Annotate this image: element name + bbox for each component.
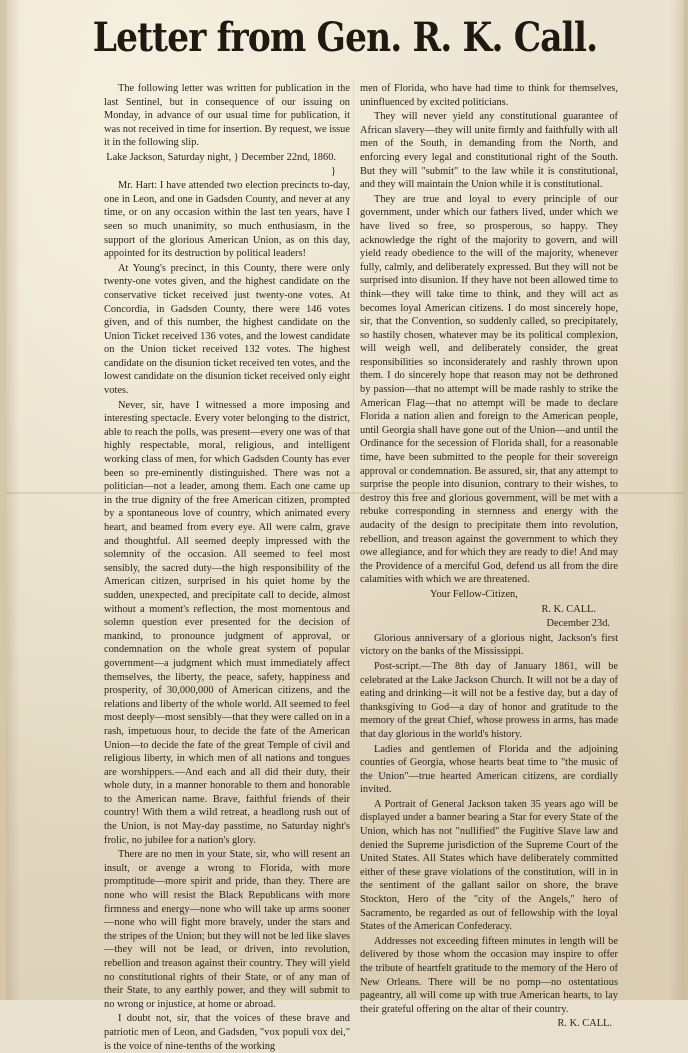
- right-edge-stain: [670, 0, 684, 1000]
- postscript: Post-script.—The 8th day of January 1861, will be celebrated at the Lake Jackson Church. It will not be a day of eating and drinking—it will not be a festive day, but a day of thanksgiving to God—a day of honor and gratitude to the memory of the great Chief, whose prowess in arms, has made that day glorious in the world's history.: [360, 660, 618, 740]
- paragraph: Addresses not exceeding fifteen minutes in length will be delivered by those whom the occasion may inspire to offer the tribute of heartfelt gratitude to the memory of the Hero of New Orleans. There will be no pomp—no ostentatious pageantry, all will come up with true American hearts, to lay their grateful offering on the altar of their country.: [360, 935, 618, 1015]
- paragraph: Mr. Hart: I have attended two election precincts to-day, one in Leon, and one in Gadsden County, and never at any time, or on any occasion within the last ten years, have I seen so much unanimity, so much enthusiasm, in the support of the glorious American Union, as on this day, appointed for its destruction by political leaders!: [104, 180, 350, 260]
- column-fold-line: [353, 80, 354, 990]
- paragraph: Glorious anniversary of a glorious night, Jackson's first victory on the banks of the Mississippi.: [360, 632, 618, 658]
- paragraph: They will never yield any constitutional guarantee of African slavery—they will unite firmly and faithfully with all men of the South, in demanding from the North, and enforcing every legal and constitutional right of the South. But they will "submit" to the law while it is constitutional, and they will maintain the Union while it is constitutional.: [360, 111, 618, 191]
- signature: R. K. CALL.: [557, 1018, 612, 1030]
- paragraph: The following letter was written for publication in the last Sentinel, but in consequence of our issuing on Monday, in advance of our usual time for publication, it was not received in time for insertion. By request, we issue it in the following slip.: [104, 83, 350, 149]
- paragraph: I doubt not, sir, that the voices of these brave and patriotic men of Leon, and Gadsden, "vox populi vox dei," is the voice of nine-tenths of the working: [104, 1013, 350, 1052]
- paragraph: They are true and loyal to every principle of our government, under which our fathers lived, under which we have lived so free, so prosperous, so happy. They acknowledge the right of the majority to govern, and will yield ready obedience to the will of the majority, whenever fully, calmly, and deliberately expressed. But they will not be surprised into disunion. If they have not been allowed time to think—they will take time to think, and they will act as becomes loyal American citizens. I do most sincerely hope, sir, that the Convention, so suddenly called, so precipitately, so hastily chosen, whatever may be its political complexion, will weigh well, and deliberately consider, the great responsibilities so inconsiderately and rashly thrown upon them. I do sincerely hope that reason may not be dethroned by passion—that no attempt will be made rashly to strike the American Flag—that no attempt will be made to declare Florida a nation alien and foreign to the American people, until Georgia shall have gone out of the Union—and until the Ordinance for the secession of Florida shall, for a reasonable time, have been submitted to the people for their sovereign approval or condemnation. Be assured, sir, that any attempt to surprise the people into disunion, contrary to their wishes, to destroy this free and glorious government, will be met with a rebuke corresponding in sternness and energy with the audacity of the design to precipitate them into revolution, rebellion, and treason against the government to which they owe allegiance, and for which they are ready to die! And may the Providence of a merciful God, defend us all from the dire calamities with which we are threatened.: [360, 193, 618, 586]
- paragraph: men of Florida, who have had time to think for themselves, uninfluenced by excited politicians.: [360, 83, 618, 108]
- closing-salutation: Your Fellow-Citizen,: [430, 588, 518, 600]
- paragraph: Never, sir, have I witnessed a more imposing and interesting spectacle. Every voter belonging to the district, able to reach the polls, was present—every one was of that highly respectable, moral, religious, and intelligent working class of men, for which Gadsden County has ever been so pre-eminently distinguished. There was not a politician—not a leader, among them. Each one came up in the true dignity of the free American citizen, prompted by a spontaneous love of country, which animated every heart, and beamed from every eye. All were calm, grave and thoughtful. All seemed deeply impressed with the solemnity of the occasion. All seemed to feel most sensibly, the sacred duty—the high responsibility of the American citizen, surprised in his quiet home by the sudden, unexpected, and precipitate call to decide, almost without a moment's reflection, the most momentous and solemn question ever presented for the decision of mankind, to pronounce judgment of approval, or condemnation on the whole great system of popular government—a judgment which must immediately affect themselves, the liberty, the peace, safety, happiness and prosperity, of 30,000,000 of American citizens, and the relations and liberty of the whole world. All seemed to feel most deeply—most sensibly—that they were called on in a rash, impetuous hour, to decide the fate of the American Union—to decide the fate of the great Temple of civil and religious liberty, in which men of all nations and tongues are worshippers.—And each and all did their duty, their whole duty, in a manner honorable to them and honorable to the American name. Brave, faithful friends of their country! With them a wild retreat, a headlong rush out of the Union, is not May-day passtime, no Saturday night's frolic, no jubilee for a nation's glory.: [104, 399, 350, 846]
- paragraph: Ladies and gentlemen of Florida and the adjoining counties of Georgia, whose hearts beat time to "the music of the Union"—true hearted American citizens, are cordially invited.: [360, 743, 618, 796]
- postscript-date: December 23d.: [546, 618, 610, 630]
- dateline: Lake Jackson, Saturday night, } December 22nd, 1860. }: [106, 151, 336, 177]
- paragraph: There are no men in your State, sir, who will resent an insult, or avenge a wrong to Florida, with more promptitude—more spirit and pride, than they. There are none who will resist the Black Republicans with more firmness and energy—none who will take up arms sooner—none who will fight more bravely, under the stars and the stripes of the Union; but they will not be led like slaves—they will not be lead, or driven, into revolution, rebellion and treason against their country. They will yield no constitutional rights of their State, or of any man of their State, to any earthly power, and they will submit to no wrong or injustice, at home or abroad.: [104, 849, 350, 1010]
- signature: R. K. CALL.: [541, 603, 596, 615]
- left-column: [104, 82, 350, 1052]
- left-edge-stain: [6, 0, 20, 1000]
- letter-title: Letter from Gen. R. K. Call.: [92, 14, 598, 61]
- paragraph: At Young's precinct, in this County, there were only twenty-one votes given, and the highest candidate on the conservative ticket received just twenty-one votes. At Concordia, in Gadsden County, there were 146 votes given, and of this number, the highest candidate on the Union Ticket received 136 votes, and the lowest candidate on the Union ticket received 132 votes. The highest candidate on the disunion ticket received ten votes, and the lowest candidate on the disunion ticket received only eight votes.: [104, 262, 350, 397]
- right-column: [360, 82, 618, 1030]
- paragraph: A Portrait of General Jackson taken 35 years ago will be displayed under a banner bearing a Star for every State of the Union, which has not "nullified" the Fugitive Slave law and denied the Supreme jurisdiction of the Supreme Court of the United States. All States which have deliberately committed either of these grave violations of the constitution, will in in the sentiment of the gallant sailor on shore, the brave Stockton, Hero of the "city of the Angels," hero of Sacramento, be regarded as out of fellowship with the loyal States of the American Confederacy.: [360, 798, 618, 933]
